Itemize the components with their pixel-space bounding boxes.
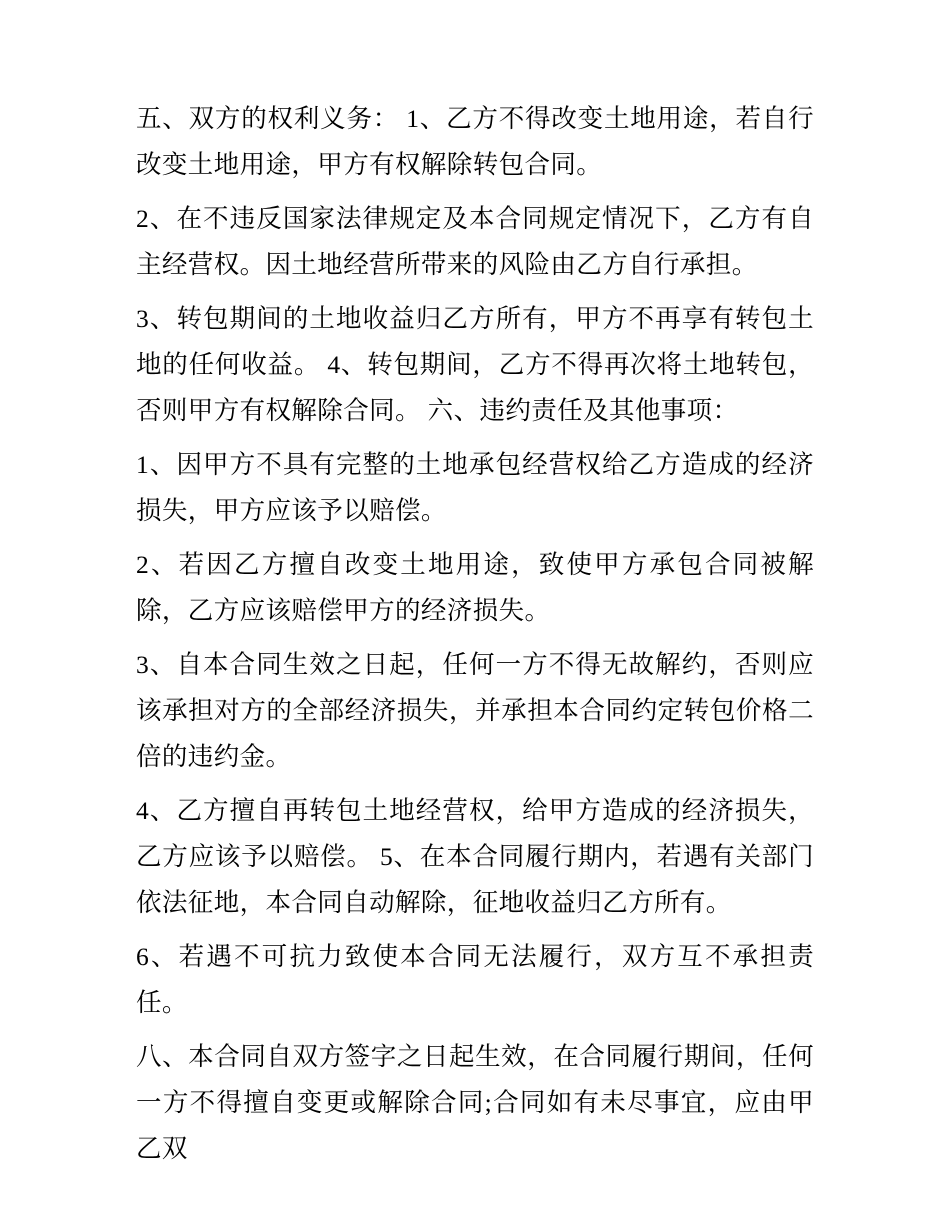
paragraph: 2、若因乙方擅自改变土地用途，致使甲方承包合同被解除，乙方应该赔偿甲方的经济损失。 bbox=[136, 550, 814, 625]
paragraph: 3、自本合同生效之日起，任何一方不得无故解约，否则应该承担对方的全部经济损失，并承担本合同约定转包价格二倍的违约金。 bbox=[136, 650, 814, 771]
document-body bbox=[136, 96, 814, 1172]
paragraph: 2、在不违反国家法律规定及本合同规定情况下，乙方有自主经营权。因土地经营所带来的风险由乙方自行承担。 bbox=[136, 204, 814, 279]
paragraph: 八、本合同自双方签字之日起生效，在合同履行期间，任何一方不得擅自变更或解除合同;合同如有未尽事宜，应由甲乙双 bbox=[136, 1042, 814, 1163]
paragraph: 1、因甲方不具有完整的土地承包经营权给乙方造成的经济损失，甲方应该予以赔偿。 bbox=[136, 450, 814, 525]
paragraph: 3、转包期间的土地收益归乙方所有，甲方不再享有转包土地的任何收益。 4、转包期间，乙方不得再次将土地转包，否则甲方有权解除合同。 六、违约责任及其他事项： bbox=[136, 304, 814, 425]
paragraph: 五、双方的权利义务： 1、乙方不得改变土地用途，若自行改变土地用途，甲方有权解除转包合同。 bbox=[136, 104, 814, 179]
paragraph: 4、乙方擅自再转包土地经营权，给甲方造成的经济损失，乙方应该予以赔偿。 5、在本合同履行期内，若遇有关部门依法征地，本合同自动解除，征地收益归乙方所有。 bbox=[136, 796, 814, 917]
paragraph: 6、若遇不可抗力致使本合同无法履行，双方互不承担责任。 bbox=[136, 942, 814, 1017]
